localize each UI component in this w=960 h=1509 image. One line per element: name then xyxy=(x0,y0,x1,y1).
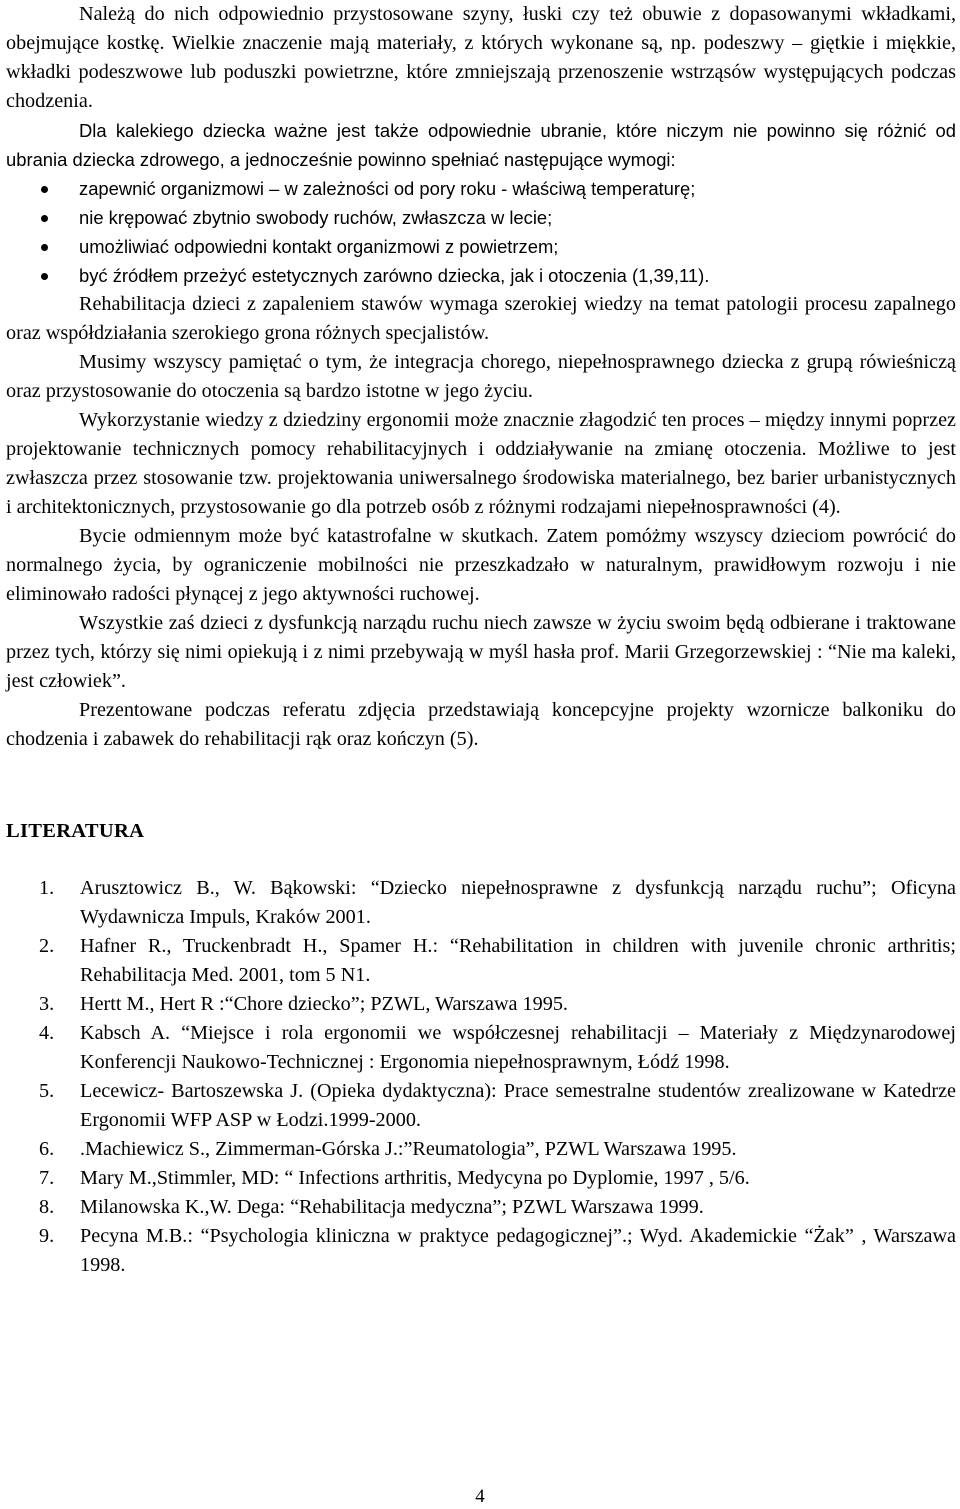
reference-number: 5. xyxy=(39,1080,55,1102)
reference-item xyxy=(6,990,956,1019)
list-item xyxy=(6,232,956,261)
reference-text: Hafner R., Truckenbradt H., Spamer H.: “Rehabilitation in children with juvenile chronic arthritis; Rehabilitacja Med. 2001, tom 5 N1. xyxy=(80,935,956,986)
reference-number: 9. xyxy=(39,1225,55,1247)
reference-text: Kabsch A. “Miejsce i rola ergonomii we współczesnej rehabilitacji – Materiały z Międzynarodowej Konferencji Naukowo-Technicznej : Ergonomia niepełnosprawnym, Łódź 1998. xyxy=(80,1022,956,1073)
reference-item xyxy=(6,1019,956,1077)
bullet-icon xyxy=(41,215,48,222)
reference-item xyxy=(6,1222,956,1280)
paragraph-integration: Musimy wszyscy pamiętać o tym, że integracja chorego, niepełnosprawnego dziecka z grupą rówieśniczą oraz przystosowanie do otoczenia są bardzo istotne w jego życiu. xyxy=(6,351,956,402)
bullet-icon xyxy=(41,186,48,193)
reference-item xyxy=(6,1164,956,1193)
list-item-text: nie krępować zbytnio swobody ruchów, zwłaszcza w lecie; xyxy=(79,207,553,228)
reference-text: .Machiewicz S., Zimmerman-Górska J.:”Reumatologia”, PZWL Warszawa 1995. xyxy=(80,1138,737,1160)
reference-item xyxy=(6,1135,956,1164)
list-item-text: umożliwiać odpowiedni kontakt organizmowi z powietrzem; xyxy=(79,236,559,257)
list-item xyxy=(6,174,956,203)
reference-text: Lecewicz- Bartoszewska J. (Opieka dydaktyczna): Prace semestralne studentów zrealizowane w Katedrze Ergonomii WFP ASP w Łodzi.1999-2000. xyxy=(80,1080,956,1131)
literature-heading: LITERATURA xyxy=(6,820,145,842)
page-number: 4 xyxy=(475,1486,485,1507)
reference-item xyxy=(6,1077,956,1135)
requirements-list xyxy=(6,174,956,290)
bullet-icon xyxy=(41,273,48,280)
reference-number: 7. xyxy=(39,1167,55,1189)
bullet-icon xyxy=(41,244,48,251)
paragraph-clothing: Dla kalekiego dziecka ważne jest także odpowiednie ubranie, które niczym nie powinno się różnić od ubrania dziecka zdrowego, a jednocześnie powinno spełniać następujące wymogi: xyxy=(6,120,956,170)
reference-item xyxy=(6,932,956,990)
reference-item xyxy=(6,874,956,932)
reference-text: Pecyna M.B.: “Psychologia kliniczna w praktyce pedagogicznej”.; Wyd. Akademickie “Żak” , Warszawa 1998. xyxy=(80,1225,956,1276)
list-item xyxy=(6,203,956,232)
reference-number: 4. xyxy=(39,1022,55,1044)
document-page xyxy=(6,0,956,1280)
paragraph-projects: Prezentowane podczas referatu zdjęcia przedstawiają koncepcyjne projekty wzornicze balkoniku do chodzenia i zabawek do rehabilitacji rąk oraz kończyn (5). xyxy=(6,699,956,750)
paragraph-ergonomics: Wykorzystanie wiedzy z dziedziny ergonomii może znacznie złagodzić ten proces – między innymi poprzez projektowanie technicznych pomocy rehabilitacyjnych i oddziaływanie na zmianę otoczenia. Możliwe to jest zwłaszcza przez stosowanie tzw. projektowania uniwersalnego środowiska materialnego, bez barier urbanistycznych i architektonicznych, przystosowanie go dla potrzeb osób z różnymi rodzajami niepełnosprawności (4). xyxy=(6,409,956,518)
reference-number: 6. xyxy=(39,1138,55,1160)
list-item-text: być źródłem przeżyć estetycznych zarówno dziecka, jak i otoczenia (1,39,11). xyxy=(79,265,710,286)
paragraph-motto: Wszystkie zaś dzieci z dysfunkcją narządu ruchu niech zawsze w życiu swoim będą odbierane i traktowane przez tych, którzy się nimi opiekują i z nimi przebywają w myśl hasła prof. Marii Grzegorzewskiej : “Nie ma kaleki, jest człowiek”. xyxy=(6,612,956,692)
reference-number: 3. xyxy=(39,993,55,1015)
list-item xyxy=(6,261,956,290)
paragraph-rehabilitation: Rehabilitacja dzieci z zapaleniem stawów wymaga szerokiej wiedzy na temat patologii procesu zapalnego oraz współdziałania szerokiego grona różnych specjalistów. xyxy=(6,293,956,344)
reference-text: Hertt M., Hert R :“Chore dziecko”; PZWL, Warszawa 1995. xyxy=(80,993,568,1015)
reference-text: Milanowska K.,W. Dega: “Rehabilitacja medyczna”; PZWL Warszawa 1999. xyxy=(80,1196,704,1218)
reference-text: Arusztowicz B., W. Bąkowski: “Dziecko niepełnosprawne z dysfunkcją narządu ruchu”; Oficyna Wydawnicza Impuls, Kraków 2001. xyxy=(80,877,956,928)
reference-item xyxy=(6,1193,956,1222)
paragraph-shoes: Należą do nich odpowiednio przystosowane szyny, łuski czy też obuwie z dopasowanymi wkładkami, obejmujące kostkę. Wielkie znaczenie mają materiały, z których wykonane są, np. podeszwy – giętkie i miękkie, wkładki podeszwowe lub poduszki powietrzne, które zmniejszają przenoszenie wstrząsów występujących podczas chodzenia. xyxy=(6,3,956,112)
paragraph-difference: Bycie odmiennym może być katastrofalne w skutkach. Zatem pomóżmy wszyscy dzieciom powrócić do normalnego życia, by ograniczenie mobilności nie przeszkadzało w naturalnym, prawidłowym rozwoju i nie eliminowało radości płynącej z jego aktywności ruchowej. xyxy=(6,525,956,605)
main-text xyxy=(6,0,956,754)
reference-number: 2. xyxy=(39,935,55,957)
list-item-text: zapewnić organizmowi – w zależności od pory roku - właściwą temperaturę; xyxy=(79,178,696,199)
literature-list xyxy=(6,874,956,1280)
reference-text: Mary M.,Stimmler, MD: “ Infections arthritis, Medycyna po Dyplomie, 1997 , 5/6. xyxy=(80,1167,750,1189)
reference-number: 1. xyxy=(39,877,55,899)
reference-number: 8. xyxy=(39,1196,55,1218)
